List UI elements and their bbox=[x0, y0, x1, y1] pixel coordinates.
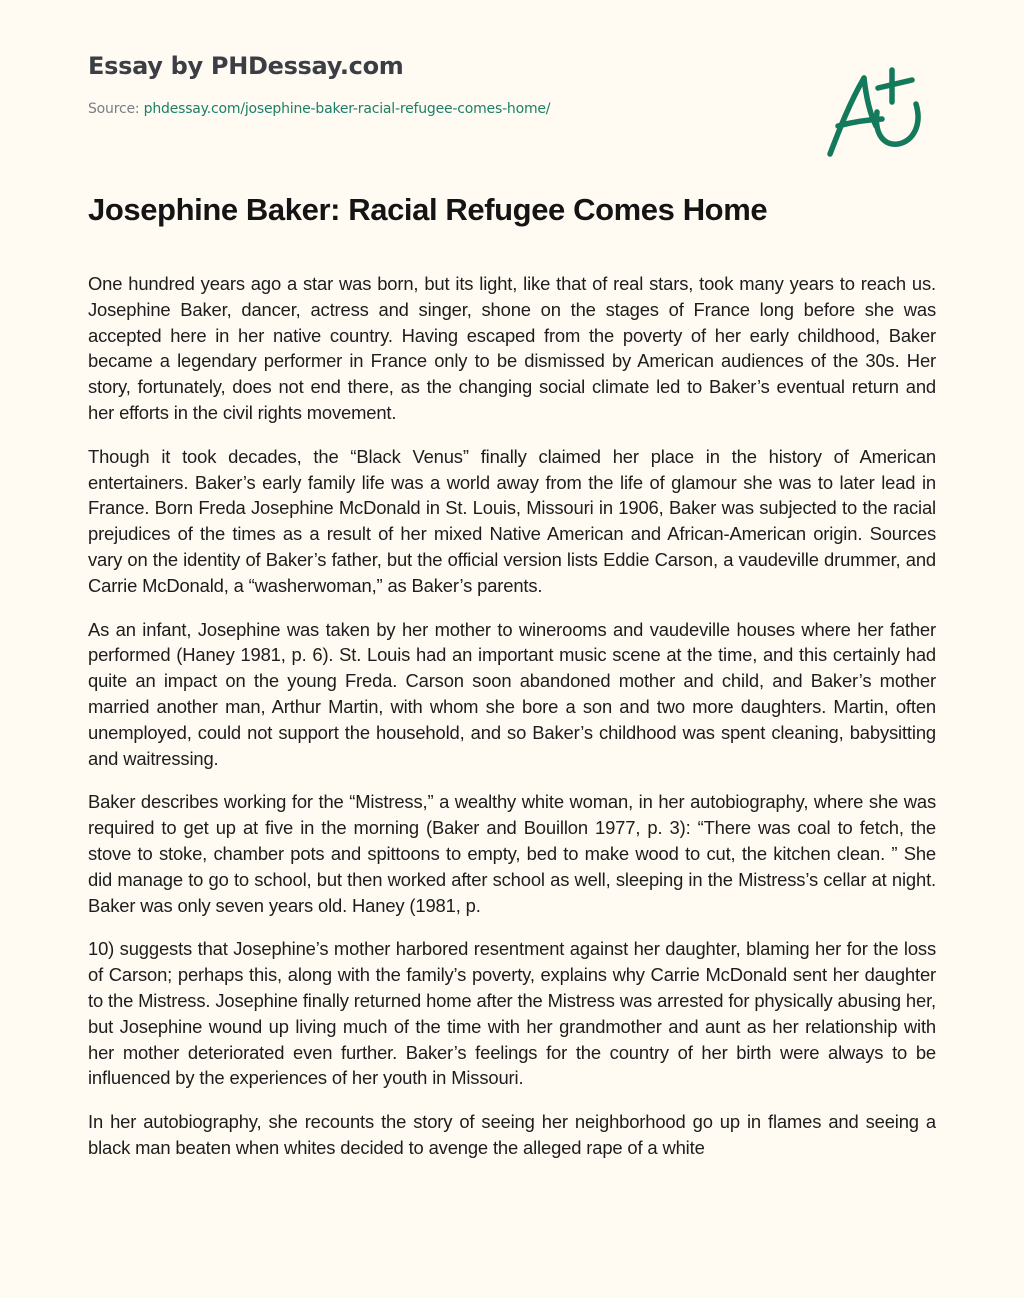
article-body bbox=[88, 271, 936, 1252]
article-title: Josephine Baker: Racial Refugee Comes Home bbox=[88, 192, 768, 227]
article-paragraph: Baker describes working for the “Mistress,” a wealthy white woman, in her autobiography, where she was required to get up at five in the morning (Baker and Bouillon 1977, p. 3): “There was coal to fetch, the stove to stoke, chamber pots and spittoons to empty, bed to make wood to cut, the kitchen clean. ” She did manage to go to school, but then worked after school as well, sleeping in the Mistress’s cellar at night. Baker was only seven years old. Haney (1981, p. bbox=[88, 791, 936, 916]
a-plus-grade-icon bbox=[822, 66, 932, 166]
site-brand: Essay by PHDessay.com bbox=[88, 52, 404, 80]
site-header bbox=[88, 50, 550, 118]
article-paragraph: 10) suggests that Josephine’s mother harbored resentment against her daughter, blaming her for the loss of Carson; perhaps this, along with the family’s poverty, explains why Carrie McDonald sent her daughter to the Mistress. Josephine finally returned home after the Mistress was arrested for physically abusing her, but Josephine wound up living much of the time with her grandmother and aunt as her relationship with her mother deteriorated even further. Baker’s feelings for the country of her birth were always to be influenced by the experiences of her youth in Missouri. bbox=[88, 938, 936, 1089]
article-paragraph: In her autobiography, she recounts the story of seeing her neighborhood go up in flames and seeing a black man beaten when whites decided to avenge the alleged rape of a white bbox=[88, 1111, 936, 1158]
article-paragraph: One hundred years ago a star was born, but its light, like that of real stars, took many years to reach us. Josephine Baker, dancer, actress and singer, shone on the stages of France long before she was accepted here in her native country. Having escaped from the poverty of her early childhood, Baker became a legendary performer in France only to be dismissed by American audiences of the 30s. Her story, fortunately, does not end there, as the changing social climate led to Baker’s eventual return and her efforts in the civil rights movement. bbox=[88, 273, 936, 423]
source-line bbox=[88, 100, 550, 118]
source-label: Source: bbox=[88, 101, 144, 117]
article-paragraph: Though it took decades, the “Black Venus” finally claimed her place in the history of American entertainers. Baker’s early family life was a world away from the life of glamour she was to later lead in France. Born Freda Josephine McDonald in St. Louis, Missouri in 1906, Baker was subjected to the racial prejudices of the times as a result of her mixed Native American and African-American origin. Sources vary on the identity of Baker’s father, but the official version lists Eddie Carson, a vaudeville drummer, and Carrie McDonald, a “washerwoman,” as Baker’s parents. bbox=[88, 445, 936, 596]
source-link[interactable]: phdessay.com/josephine-baker-racial-refugee-comes-home/ bbox=[143, 101, 551, 117]
article-paragraph: As an infant, Josephine was taken by her mother to winerooms and vaudeville houses where her father performed (Haney 1981, p. 6). St. Louis had an important music scene at the time, and this certainly had quite an impact on the young Freda. Carson soon abandoned mother and child, and Baker’s mother married another man, Arthur Martin, with whom she bore a son and two more daughters. Martin, often unemployed, could not support the household, and so Baker’s childhood was spent cleaning, babysitting and waitressing. bbox=[88, 618, 936, 769]
